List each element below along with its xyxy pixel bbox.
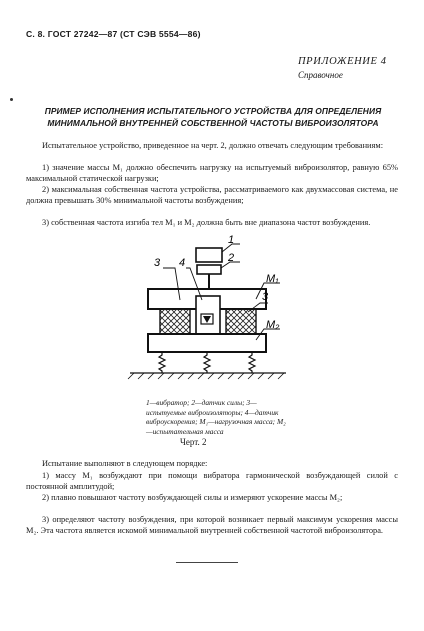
requirement-1: 1) значение массы M₁ должно обеспечить нагрузку на испытуемый виброизолятор, равную 65% максимальной статической нагрузки; bbox=[26, 163, 398, 184]
section-title-line-1: ПРИМЕР ИСПОЛНЕНИЯ ИСПЫТАТЕЛЬНОГО УСТРОЙСТВА ДЛЯ ОПРЕДЕЛЕНИЯ bbox=[44, 106, 382, 116]
end-rule bbox=[176, 562, 238, 563]
isolator-left bbox=[160, 309, 190, 334]
label-m1: M₁ bbox=[266, 273, 279, 285]
vibrator bbox=[196, 248, 222, 262]
label-m2: M₂ bbox=[266, 319, 280, 331]
isolator-right bbox=[226, 309, 256, 334]
label-3-right: 3 bbox=[262, 291, 269, 303]
step-2: 2) плавно повышают частоту возбуждающей силы и измеряют ускорение массы M₂; bbox=[42, 493, 343, 502]
requirement-3: 3) собственная частота изгиба тел M₁ и M₂ должна быть вне диапазона частот возбуждения. bbox=[42, 218, 371, 227]
figure-caption: Черт. 2 bbox=[180, 437, 207, 447]
label-3-left: 3 bbox=[154, 257, 161, 269]
spring-right bbox=[249, 352, 255, 373]
force-sensor bbox=[197, 265, 221, 274]
requirement-2: 2) максимальная собственная частота устройства, рассматриваемого как двухмассовая система, не должна превышать 30% минимальной частоты возбуждения; bbox=[26, 185, 398, 206]
appendix-subtitle: Справочное bbox=[298, 70, 343, 80]
figure-legend: 1—вибратор; 2—датчик силы; 3—испытуемые виброизоляторы; 4—датчик виброускорения; M₁—нагрузочная масса; M₂—испытательная масса bbox=[146, 398, 286, 436]
label-1: 1 bbox=[228, 234, 235, 246]
step-3: 3) определяют частоту возбуждения, при которой возникает первый максимум ускорения массы M₂. Эта частота является искомой минимальной внутренней собственной частотой виброизолятора. bbox=[26, 515, 398, 536]
step-1: 1) массу M₁ возбуждают при помощи вибратора гармонической возбуждающей силой с постоянной амплитудой; bbox=[26, 471, 398, 492]
spring-left bbox=[159, 352, 165, 373]
spring-center bbox=[204, 352, 210, 373]
label-2: 2 bbox=[228, 252, 235, 264]
intro-paragraph: Испытательное устройство, приведенное на черт. 2, должно отвечать следующим требованиям: bbox=[42, 141, 384, 150]
label-4: 4 bbox=[179, 257, 186, 269]
page-header: С. 8. ГОСТ 27242—87 (СТ СЭВ 5554—86) bbox=[26, 29, 201, 39]
section-title-line-2: МИНИМАЛЬНОЙ ВНУТРЕННЕЙ СОБСТВЕННОЙ ЧАСТОТЫ ВИБРОИЗОЛЯТОРА bbox=[47, 118, 379, 128]
procedure-intro: Испытание выполняют в следующем порядке: bbox=[42, 459, 208, 468]
test-mass-m2 bbox=[148, 334, 266, 352]
appendix-title: ПРИЛОЖЕНИЕ 4 bbox=[298, 56, 387, 67]
